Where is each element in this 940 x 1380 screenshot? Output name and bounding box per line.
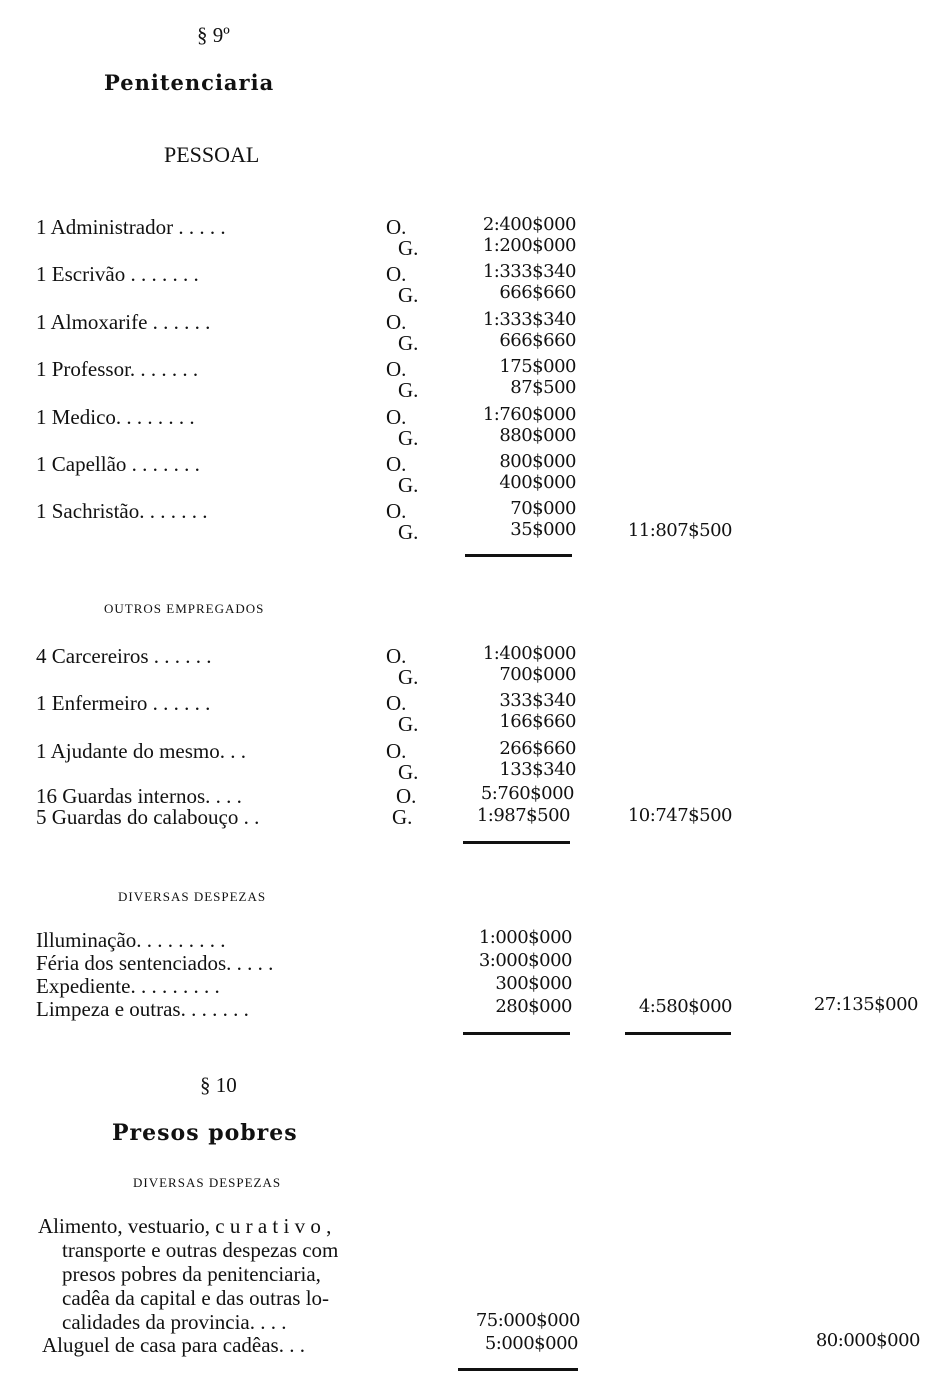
pessoal-heading: PESSOAL [164, 142, 260, 167]
value-o: 175$000 [499, 356, 576, 377]
mark-g: G. [398, 283, 419, 307]
mark-o: O. [386, 357, 407, 381]
mark-o: O. [386, 739, 407, 763]
mark-o: O. [386, 691, 407, 715]
row-label: 1 Enfermeiro . . . . . . [36, 691, 211, 715]
outros-heading: OUTROS EMPREGADOS [104, 601, 265, 616]
sum-rule [463, 1032, 570, 1035]
row-label: 1 Medico. . . . . . . . [36, 405, 195, 429]
guardas-internos-label: 16 Guardas internos. . . . [36, 784, 242, 808]
value-o: 70$000 [510, 498, 576, 519]
value-o: 1:333$340 [482, 309, 576, 330]
guardas-internos-value: 5:760$000 [480, 783, 574, 804]
row-value: 3:000$000 [478, 950, 572, 971]
mark-g: G. [398, 378, 419, 402]
aluguel-value: 5:000$000 [484, 1333, 578, 1354]
mark-o: O. [386, 405, 407, 429]
row-label: 1 Ajudante do mesmo. . . [36, 739, 246, 763]
guardas-calabouco-label: 5 Guardas do calabouço . . [36, 805, 260, 829]
para-line: cadêa da capital e das outras lo- [62, 1286, 330, 1310]
section-10-number: § 10 [200, 1073, 237, 1097]
section-10-diversas-heading: DIVERSAS DESPEZAS [133, 1175, 282, 1190]
grand-total: 27:135$000 [813, 994, 918, 1015]
diversas-heading: DIVERSAS DESPEZAS [118, 889, 267, 904]
value-o: 1:400$000 [482, 643, 576, 664]
value-g: 35$000 [510, 519, 576, 540]
section-9-number: § 9º [197, 23, 230, 47]
row-label: 1 Almoxarife . . . . . . [36, 310, 211, 334]
mark-g: G. [398, 331, 419, 355]
mark-g: G. [398, 520, 419, 544]
section-10-total: 80:000$000 [815, 1330, 920, 1351]
value-o: 1:760$000 [482, 404, 576, 425]
mark-o: O. [386, 262, 407, 286]
guardas-calabouco-value: 1:987$500 [476, 805, 570, 826]
para-line: calidades da provincia. . . . [62, 1310, 287, 1334]
row-label: 1 Administrador . . . . . [36, 215, 226, 239]
guardas-calabouco-mark: G. [392, 805, 413, 829]
para-line: Alimento, vestuario, c u r a t i v o , [38, 1214, 332, 1238]
mark-o: O. [386, 452, 407, 476]
value-g: 666$660 [499, 330, 576, 351]
row-label: Expediente. . . . . . . . . [36, 974, 220, 998]
aluguel-label: Aluguel de casa para cadêas. . . [42, 1333, 305, 1357]
value-g: 700$000 [499, 664, 576, 685]
value-g: 880$000 [499, 425, 576, 446]
sum-rule [463, 841, 570, 844]
row-label: Illuminação. . . . . . . . . [36, 928, 226, 952]
mark-o: O. [386, 499, 407, 523]
mark-g: G. [398, 712, 419, 736]
value-g: 133$340 [499, 759, 576, 780]
mark-g: G. [398, 426, 419, 450]
presos-paragraph [38, 1214, 438, 1334]
row-label: 1 Capellão . . . . . . . [36, 452, 200, 476]
row-value: 280$000 [495, 996, 572, 1017]
row-label: Limpeza e outras. . . . . . . [36, 997, 249, 1021]
mark-o: O. [386, 310, 407, 334]
mark-g: G. [398, 236, 419, 260]
guardas-internos-mark: O. [396, 784, 417, 808]
mark-o: O. [386, 215, 407, 239]
row-label: 1 Escrivão . . . . . . . [36, 262, 199, 286]
sum-rule [458, 1368, 578, 1371]
mark-g: G. [398, 665, 419, 689]
section-10-title: Presos pobres [112, 1120, 298, 1146]
value-o: 2:400$000 [482, 214, 576, 235]
mark-o: O. [386, 644, 407, 668]
value-o: 800$000 [499, 451, 576, 472]
section-9-title: Penitenciaria [104, 70, 275, 95]
row-label: Féria dos sentenciados. . . . . [36, 951, 274, 975]
row-label: 1 Sachristão. . . . . . . [36, 499, 208, 523]
value-g: 666$660 [499, 282, 576, 303]
sum-rule [625, 1032, 731, 1035]
value-o: 266$660 [499, 738, 576, 759]
diversas-total: 4:580$000 [638, 996, 732, 1017]
mark-g: G. [398, 760, 419, 784]
presos-value: 75:000$000 [475, 1310, 580, 1331]
value-g: 1:200$000 [482, 235, 576, 256]
mark-g: G. [398, 473, 419, 497]
value-g: 87$500 [510, 377, 576, 398]
para-line: transporte e outras despezas com [62, 1238, 339, 1262]
sum-rule [465, 554, 572, 557]
value-g: 166$660 [499, 711, 576, 732]
value-o: 1:333$340 [482, 261, 576, 282]
row-value: 300$000 [495, 973, 572, 994]
value-o: 333$340 [499, 690, 576, 711]
row-value: 1:000$000 [478, 927, 572, 948]
row-label: 1 Professor. . . . . . . [36, 357, 199, 381]
outros-total: 10:747$500 [627, 805, 732, 826]
para-line: presos pobres da penitenciaria, [62, 1262, 321, 1286]
pessoal-total: 11:807$500 [627, 520, 732, 541]
value-g: 400$000 [499, 472, 576, 493]
row-label: 4 Carcereiros . . . . . . [36, 644, 212, 668]
